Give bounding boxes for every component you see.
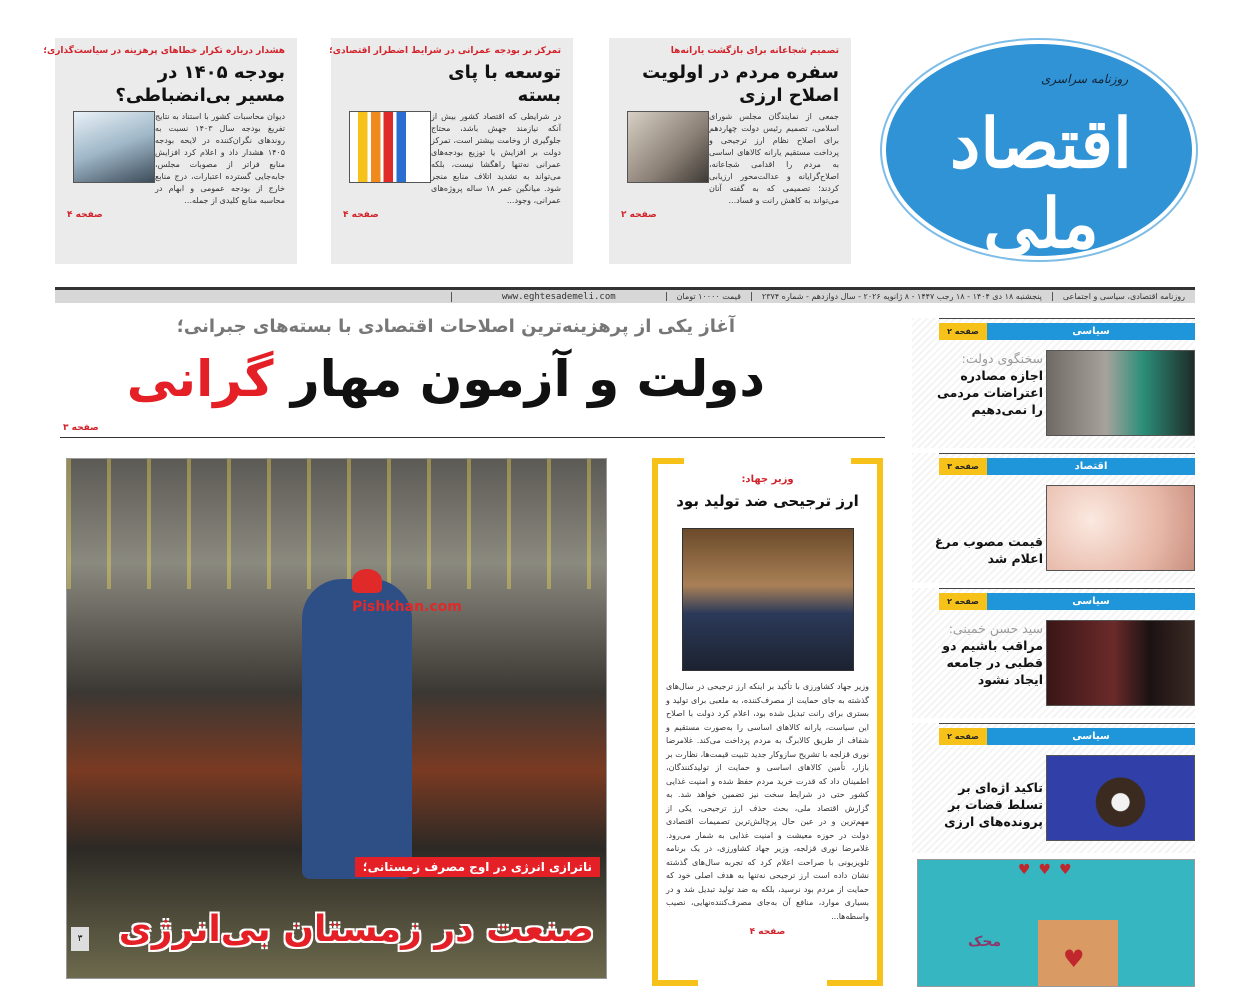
section-page-link[interactable]: صفحه ۲ [939, 323, 987, 340]
masthead-logo[interactable] [882, 40, 1196, 264]
price: قیمت ۱۰۰۰۰ تومان [666, 292, 751, 301]
teaser-body: جمعی از نمایندگان مجلس شورای اسلامی، تصمیم رئیس دولت چهاردهم برای اصلاح نظام ارز ترجیحی و پرداخت مستقیم یارانه کالاهای اساسی به مردم را اقدامی شجاعانه، اصلاح‌گرایانه و عدالت‌محور ارزیابی کردند؛ تصمیمی که به گفته آنان می‌تواند به کاهش رانت و فساد... [709, 112, 839, 205]
section-label: اقتصاد [987, 458, 1195, 475]
headline-black: دولت و آزمون مهار [290, 350, 765, 408]
hearts-icon: ♥♥♥ [1018, 862, 1080, 878]
headline-red: گرانی [126, 350, 274, 408]
section-label: سیاسی [987, 593, 1195, 610]
teaser-body: دیوان محاسبات کشور با استناد به نتایج تفریغ بودجه سال ۱۴۰۳ نسبت به روندهای نگران‌کننده در لایحه بودجه ۱۴۰۵ هشدار داد و اعلام کرد افزایش منابع فراتر از مصوبات مجلس، جابه‌جایی گسترده اعتبارات، درج منابع خارج از بودجه عمومی و ابهام در محاسبه منابع کلیدی از جمله... [155, 112, 285, 205]
section-label: سیاسی [987, 323, 1195, 340]
logo-text: اقتصاد ملی [950, 104, 1132, 264]
box-text-column [666, 680, 869, 938]
box-kicker: وزیر جهاد: [741, 474, 794, 485]
sidebar-item-chicken-price[interactable] [912, 453, 1195, 583]
section-page-link[interactable]: صفحه ۲ [939, 593, 987, 610]
teaser-page-link[interactable]: صفحه ۴ [343, 210, 379, 220]
box-title: ارز ترجیحی ضد تولید بود [676, 492, 859, 510]
minister-photo [682, 528, 854, 671]
teaser-development[interactable] [331, 38, 573, 264]
logo-subtitle: روزنامه سراسری [1041, 72, 1129, 86]
ejei-photo [1046, 755, 1195, 841]
sidebar-item-spokesperson[interactable] [912, 318, 1195, 448]
teaser-budget[interactable] [43, 38, 297, 264]
charity-ad-banner[interactable] [917, 859, 1195, 987]
box-body: وزیر جهاد کشاورزی با تأکید بر اینکه ارز ترجیحی در سال‌های گذشته به جای حمایت از مصرف‌کننده، به ملعبی برای تولید و بستری برای رانت تبدیل شده بود، اعلام کرد دولت با اصلاح این سیاست، یارانه کالاهای اساسی را به‌صورت مستقیم و شفاف از طریق کالابرگ به مردم پرداخت می‌کند. غلامرضا نوری قزلجه با تشریح سازوکار جدید تثبیت قیمت‌ها، نظارت بر بازار، تأمین کالاهای اساسی و حمایت از تولیدکنندگان، اطمینان داد که قدرت خرید مردم حفظ شده و امنیت غذایی کشور حتی در شرایط سخت نیز تضمین خواهد شد. به گزارش اقتصاد ملی، بحث حذف ارز ترجیحی، یکی از مهم‌ترین و در عین حال پرچالش‌ترین تصمیمات اقتصادی دولت در حوزه معیشت و امنیت غذایی به شمار می‌رود. غلامرضا نوری قزلجه، وزیر جهاد کشاورزی، در یک برنامه تلویزیونی با صراحت اعلام کرد که تجربه سال‌های گذشته نشان داده است ارز ترجیحی نه‌تنها به هدف اصلی خود که حمایت از مردم بود نرسید، بلکه به ضد تولید تبدیل شد و در بسیاری موارد، منافع آن به‌جای مصرف‌کننده‌نهایی، نصیب واسطه‌ها... [666, 682, 869, 921]
photo-page-number[interactable]: ۳ [71, 927, 89, 951]
headline-page-link[interactable]: صفحه ۳ [63, 423, 99, 433]
website-link[interactable]: www.eghtesademeli.com [451, 292, 666, 302]
teaser-body: در شرایطی که اقتصاد کشور بیش از آنکه نیازمند جهش باشد، محتاج جلوگیری از وخامت بیشتر است، تمرکز دولت بر افزایش یا توزیع بودجه‌های عمرانی نه‌تنها راهگشا نیست، بلکه می‌تواند به تشدید اتلاف منابع منجر شود. میانگین عمر ۱۸ ساله پروژه‌های عمرانی، وجود... [431, 112, 561, 205]
sidebar-item-khomeini[interactable] [912, 588, 1195, 718]
headline-title [127, 348, 765, 410]
minister-box[interactable] [652, 458, 883, 986]
sidebar-headline: قیمت مصوب مرغ اعلام شد [934, 534, 1043, 566]
sidebar-headline: تاکید اژه‌ای بر تسلط قضات بر پرونده‌های ارزی [944, 780, 1043, 829]
teaser-photo-bar-chart [349, 111, 431, 183]
headline-kicker: آغاز یکی از پرهزینه‌ترین اصلاحات اقتصادی با بسته‌های جبرانی؛ [176, 316, 735, 337]
teaser-title: سفره مردم در اولویت اصلاح ارزی [642, 62, 839, 106]
teaser-title: بودجه ۱۴۰۵ در مسیر بی‌انضباطی؟ [115, 62, 285, 106]
sidebar-headline: سید حسن خمینی: مراقب باشیم دو قطبی در جامعه ایجاد نشود [942, 621, 1043, 687]
lead-story[interactable] [60, 316, 885, 438]
teaser-subsidy[interactable] [609, 38, 851, 264]
industrial-machinery [67, 459, 607, 589]
teaser-photo-money [627, 111, 709, 183]
sidebar-item-ejei[interactable] [912, 723, 1195, 853]
box-page-link[interactable]: صفحه ۴ [749, 927, 786, 937]
paper-type: روزنامه اقتصادی، سیاسی و اجتماعی [1052, 292, 1195, 301]
helmet [352, 569, 382, 593]
teaser-kicker: تصمیم شجاعانه برای بازگشت یارانه‌ها [670, 46, 839, 56]
teaser-page-link[interactable]: صفحه ۴ [67, 210, 103, 220]
spokesperson-photo [1046, 350, 1195, 436]
ad-brand: محک [968, 934, 1002, 950]
teaser-page-link[interactable]: صفحه ۲ [621, 210, 657, 220]
issue-date: پنجشنبه ۱۸ دی ۱۴۰۴ - ۱۸ رجب ۱۴۴۷ - ۸ ژانویه ۲۰۲۶ - سال دوازدهم - شماره ۲۳۷۴ [751, 292, 1052, 301]
photo-title: صنعت در زمستان بی‌انرژی [118, 909, 594, 950]
watermark: Pishkhan.com [352, 599, 462, 615]
section-label: سیاسی [987, 728, 1195, 745]
teaser-kicker: تمرکز بر بودجه عمرانی در شرایط اضطرار اقتصادی؛ [329, 46, 561, 56]
section-page-link[interactable]: صفحه ۳ [939, 458, 987, 475]
worker-figure [302, 579, 412, 879]
info-bar [55, 287, 1195, 303]
sidebar-headline: سخنگوی دولت: اجازه مصادره اعتراضات مردمی را نمی‌دهیم [937, 351, 1043, 417]
heart-icon: ♥ [1063, 945, 1085, 973]
photo-kicker: ناترازی انرژی در اوج مصرف زمستانی؛ [355, 857, 600, 877]
teaser-kicker: هشدار درباره تکرار خطاهای پرهزینه در سیاست‌گذاری؛ [43, 46, 285, 56]
photo-story[interactable] [66, 458, 607, 979]
chicken-photo [1046, 485, 1195, 571]
teaser-title: توسعه با پای بسته [448, 62, 561, 106]
teaser-photo-calculator [73, 111, 155, 183]
khomeini-photo [1046, 620, 1195, 706]
section-page-link[interactable]: صفحه ۲ [939, 728, 987, 745]
